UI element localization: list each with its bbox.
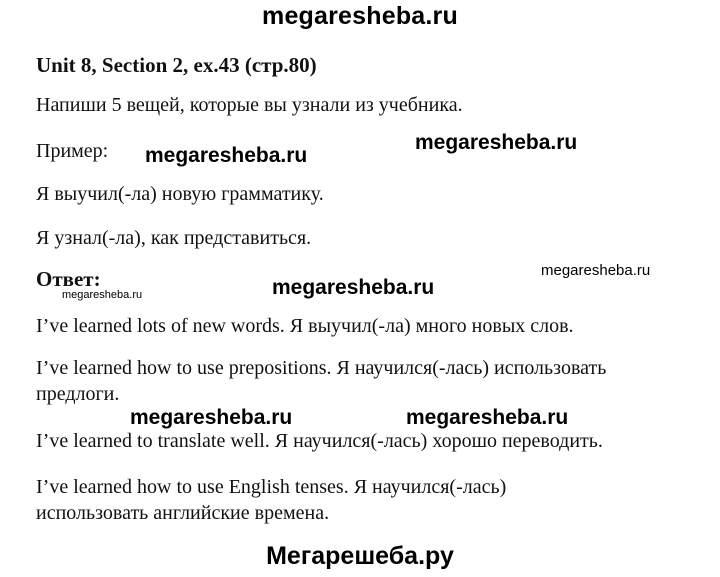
- answer-line-2: I’ve learned how to use prepositions. Я научился(-лась) использовать: [36, 357, 607, 379]
- answer-line-2-cont: предлоги.: [36, 383, 120, 405]
- watermark: megaresheba.ru: [130, 406, 293, 429]
- watermark: megaresheba.ru: [415, 131, 578, 154]
- answer-line-3: I’ve learned to translate well. Я научился(-лась) хорошо переводить.: [36, 430, 603, 452]
- watermark: megaresheba.ru: [62, 289, 143, 301]
- task-instruction: Напиши 5 вещей, которые вы узнали из учебника.: [36, 94, 463, 116]
- watermark: megaresheba.ru: [541, 262, 651, 279]
- example-label: Пример:: [36, 140, 109, 162]
- site-header: megaresheba.ru: [262, 2, 458, 30]
- answer-line-1: I’ve learned lots of new words. Я выучил(-ла) много новых слов.: [36, 315, 574, 337]
- watermark: megaresheba.ru: [272, 276, 435, 299]
- exercise-title: Unit 8, Section 2, ex.43 (стр.80): [36, 53, 317, 77]
- answer-label: Ответ:: [36, 267, 101, 291]
- answer-line-4-cont: использовать английские времена.: [36, 502, 330, 524]
- example-line-1: Я выучил(-ла) новую грамматику.: [36, 183, 324, 205]
- watermark: megaresheba.ru: [406, 406, 569, 429]
- example-line-2: Я узнал(-ла), как представиться.: [36, 227, 312, 249]
- watermark: megaresheba.ru: [145, 144, 308, 167]
- answer-line-4: I’ve learned how to use English tenses. Я научился(-лась): [36, 476, 507, 498]
- site-footer: Мегарешеба.ру: [266, 542, 454, 570]
